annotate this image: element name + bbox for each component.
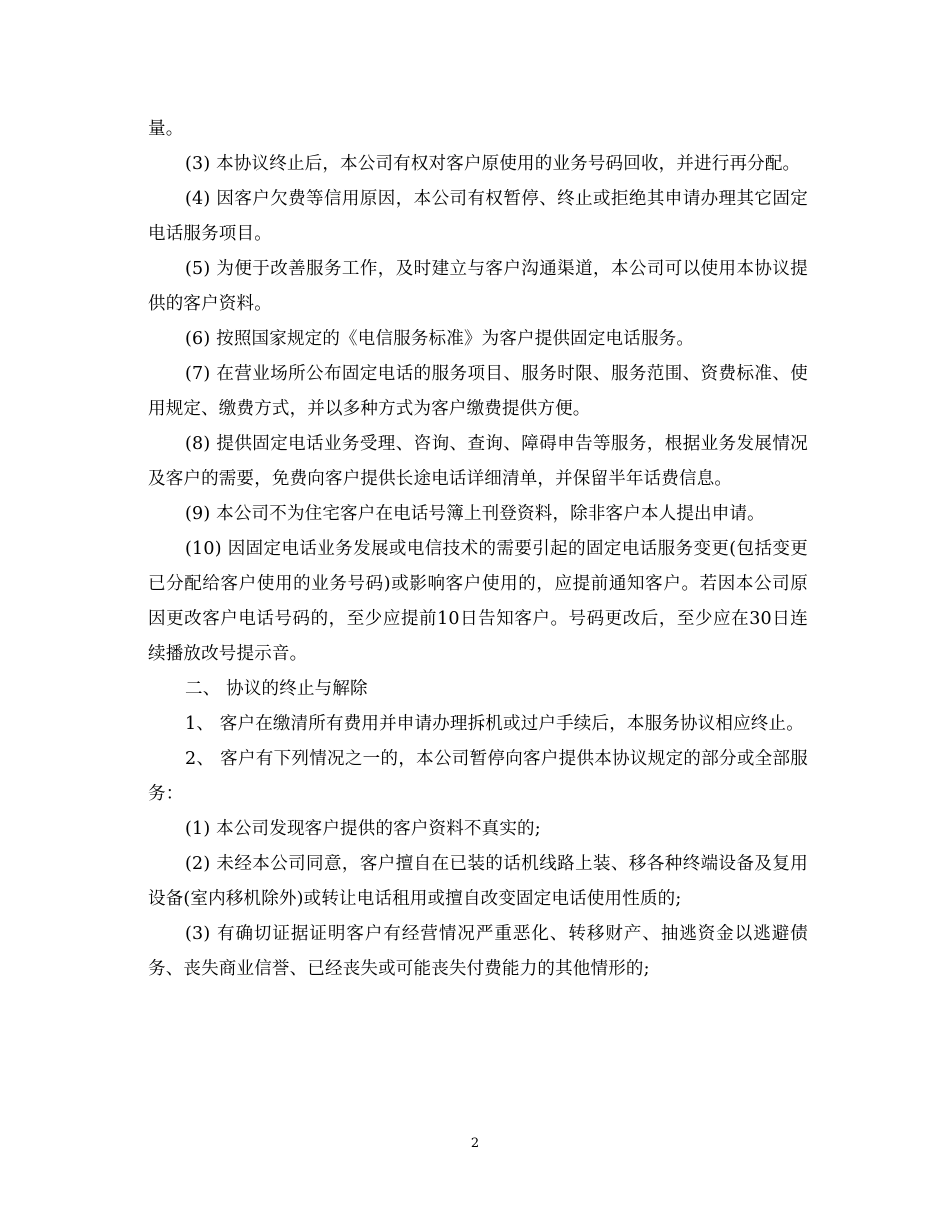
- section-heading: 二、 协议的终止与解除: [185, 679, 368, 699]
- paragraph: (6) 按照国家规定的《电信服务标准》为客户提供固定电话服务。: [185, 329, 695, 349]
- paragraph: 2、 客户有下列情况之一的，本公司暂停向客户提供本协议规定的部分或全部服务：: [148, 749, 808, 804]
- paragraph: 量。: [148, 119, 184, 139]
- paragraph: (7) 在营业场所公布固定电话的服务项目、服务时限、服务范围、资费标准、使用规定、缴费方式，并以多种方式为客户缴费提供方便。: [148, 364, 808, 419]
- paragraph: (2) 未经本公司同意，客户擅自在已装的话机线路上装、移各种终端设备及复用设备(室内移机除外)或转让电话租用或擅自改变固定电话使用性质的;: [148, 854, 808, 909]
- paragraph: (3) 本协议终止后，本公司有权对客户原使用的业务号码回收，并进行再分配。: [185, 154, 801, 174]
- page-number: 2: [470, 1136, 480, 1151]
- paragraph: (10) 因固定电话业务发展或电信技术的需要引起的固定电话服务变更(包括变更已分配给客户使用的业务号码)或影响客户使用的，应提前通知客户。若因本公司原因更改客户电话号码的，至少应提前10日告知客户。号码更改后，至少应在30日连续播放改号提示音。: [148, 539, 808, 664]
- paragraph: (5) 为便于改善服务工作，及时建立与客户沟通渠道，本公司可以使用本协议提供的客户资料。: [148, 259, 808, 314]
- paragraph: (9) 本公司不为住宅客户在电话号簿上刊登资料，除非客户本人提出申请。: [185, 504, 765, 524]
- paragraph: (3) 有确切证据证明客户有经营情况严重恶化、转移财产、抽逃资金以逃避债务、丧失商业信誉、已经丧失或可能丧失付费能力的其他情形的;: [148, 924, 808, 979]
- paragraph: (1) 本公司发现客户提供的客户资料不真实的;: [185, 819, 541, 839]
- paragraph: (8) 提供固定电话业务受理、咨询、查询、障碍申告等服务，根据业务发展情况及客户的需要，免费向客户提供长途电话详细清单，并保留半年话费信息。: [148, 434, 808, 489]
- paragraph: 1、 客户在缴清所有费用并申请办理拆机或过户手续后，本服务协议相应终止。: [185, 714, 804, 734]
- document-body: [148, 112, 808, 987]
- paragraph: (4) 因客户欠费等信用原因，本公司有权暂停、终止或拒绝其申请办理其它固定电话服务项目。: [148, 189, 808, 244]
